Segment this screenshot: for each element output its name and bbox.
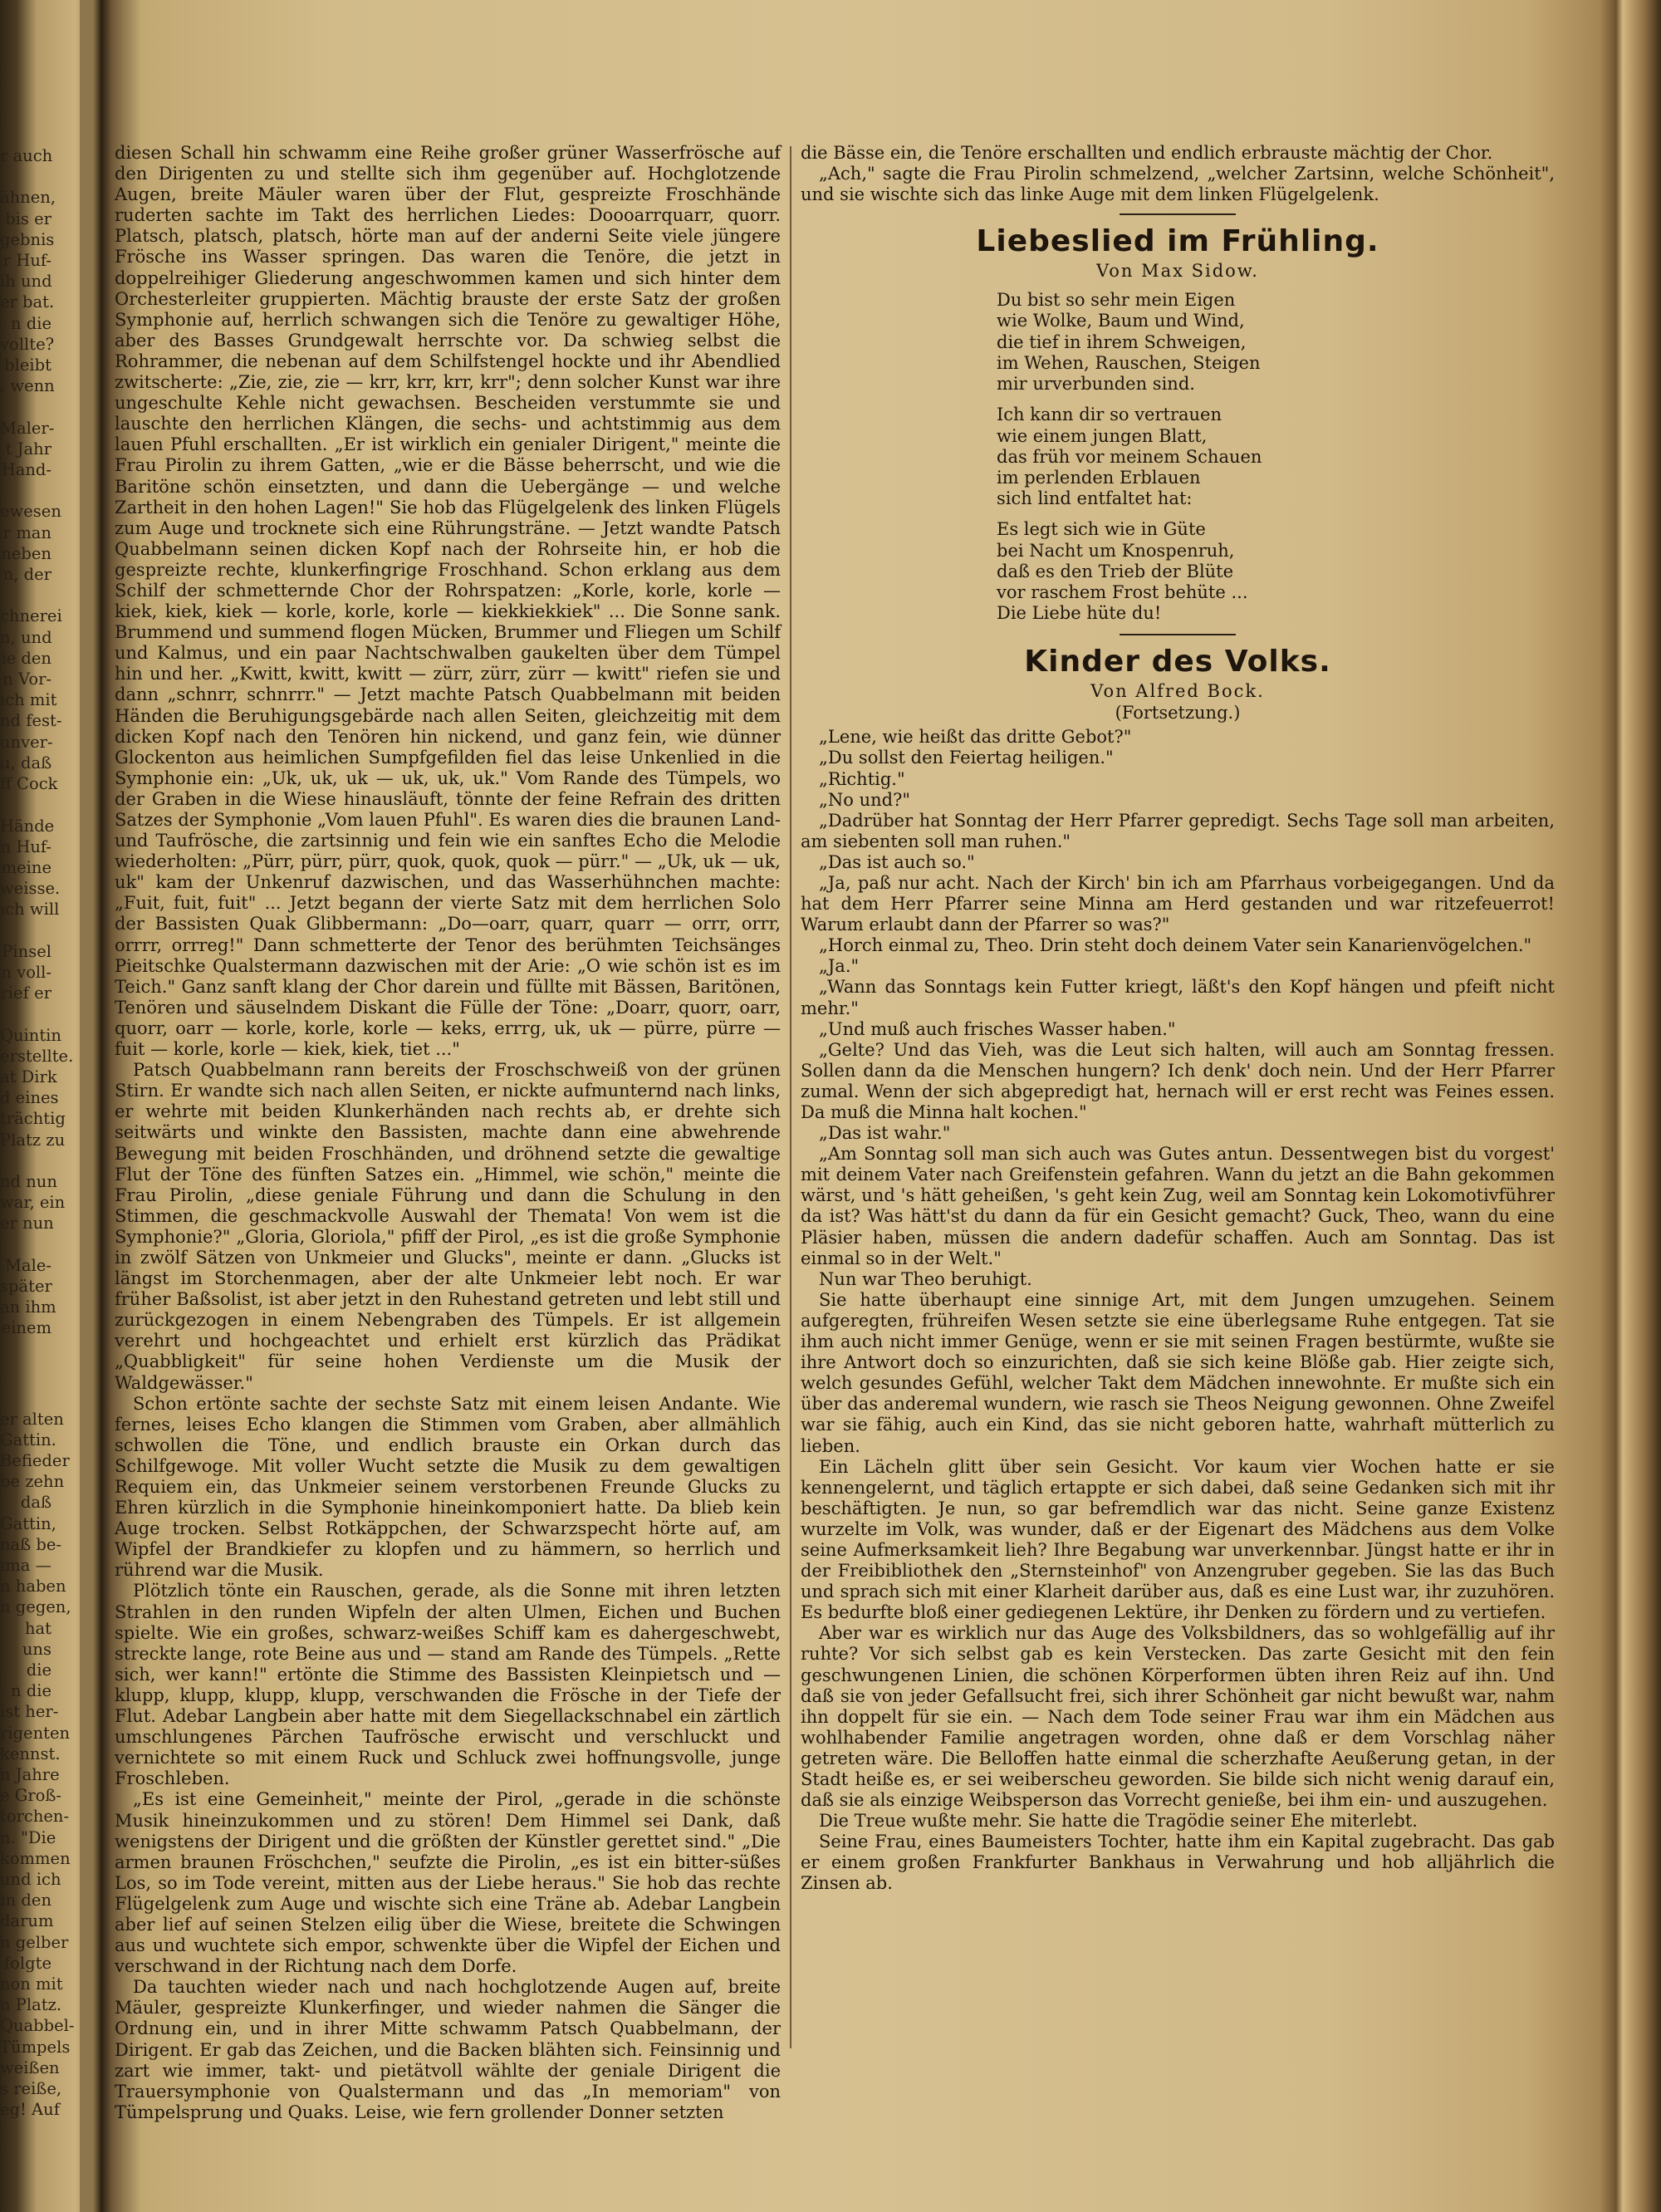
previous-column-line: r auch	[0, 146, 53, 165]
previous-column-line: at Dirk	[0, 1067, 57, 1086]
previous-column-line: n die	[10, 1681, 51, 1701]
previous-column-line: ih und	[0, 272, 52, 292]
previous-column-line	[0, 794, 51, 815]
poem-line: im perlenden Erblauen	[997, 467, 1201, 488]
previous-column-line: torchen-	[0, 1807, 70, 1827]
previous-column-line: ima —	[0, 1556, 52, 1575]
previous-column-line: n Vor-	[2, 669, 51, 689]
previous-column-line: n die	[10, 313, 51, 333]
poem-line: wie einem jungen Blatt,	[997, 425, 1208, 446]
paragraph: „Ach," sagte die Frau Pirolin schmelzend, „welcher Zartsinn, welche Schönheit", und sie wischte sich das linke Auge mit dem linken Flügelgelenk.	[801, 164, 1555, 205]
paragraph: Schon ertönte sachte der sechste Satz mit einem leisen Andante. Wie fernes, leises Echo klangen die Stimmen vom Graben, aber allmählich schwollen die Töne, und endlich brauste ein Orkan durch das Schilfgewoge. Mit voller Wucht setzte die Musik zu dem gewaltigen Requiem ein, das Unkmeier seinem verstorbenen Freunde Glucks zu Ehren kürzlich in die Symphonie hineinkomponiert hatte. Da blieb kein Auge trocken. Selbst Rotkäppchen, der Schwarzspecht hörte auf, am Wipfel der Brandkiefer zu klopfen und zu hämmern, so herrlich und rührend war die Musik.	[115, 1393, 781, 1581]
previous-column-line: gebnis	[0, 229, 55, 249]
previous-column-line: war, ein	[0, 1193, 66, 1213]
previous-column-line	[0, 585, 51, 606]
previous-column-line: bis er	[5, 208, 51, 228]
story-continued-note: (Fortsetzung.)	[1115, 703, 1241, 723]
paragraph: Patsch Quabbelmann rann bereits der Froschschweiß von der grünen Stirn. Er wandte sich nach allen Seiten, er nickte aufmunternd nach links, er wehrte mit beiden Klunkerhänden nach rechts ab, er drehte sich seitwärts und winkte den Bassisten, machte dann eine abwehrende Bewegung mit beiden Froschhänden, und dröhnend setzte die gewaltige Flut der Töne des fünften Satzes ein. „Himmel, wie schön," meinte die Frau Pirolin, „diese geniale Führung und dann die Schulung in den Stimmen, die geschmackvolle Auswahl der Themata! Von wem ist die Symphonie?" „Gloria, Gloriola," pfiff der Pirol, „es ist die große Symphonie in zwölf Sätzen von Unkmeier und Glucks", meinte er dann. „Glucks ist längst im Storchenmagen, aber der alte Unkmeier lebt noch. Er war früher Baßsolist, ist aber jetzt in den Ruhestand getreten und lebt still und zurückgezogen in einem Nebengraben des Tümpels. Er ist allgemein verehrt und hochgeachtet und erhielt erst kürzlich das Prädikat „Quabbligkeit" für seine hohen Verdienste um die Musik der Waldgewässer."	[115, 1060, 781, 1393]
previous-column-line: die	[26, 1660, 51, 1680]
previous-column-line: bleibt	[4, 356, 51, 375]
previous-column-line: Gattin.	[0, 1430, 56, 1449]
poem-line: Ich kann dir so vertrauen	[997, 405, 1222, 425]
previous-column-line: ewesen	[0, 502, 61, 522]
previous-column-line: u, daß	[0, 753, 52, 772]
poem-byline: Von Max Sidow.	[1096, 261, 1259, 282]
previous-column-line: in den	[0, 1891, 51, 1910]
previous-column-line: t Jahr	[5, 439, 51, 459]
story-paragraph: Sie hatte überhaupt eine sinnige Art, mit dem Jungen umzugehen. Seinem aufgeregten, frühreifen Wesen setzte sie eine überlegsame Ruhe entgegen. Tat sie ihm auch nicht immer Genüge, wenn er sie mit seinen Fragen bestürmte, wußte sie ihre Antwort doch so einzurichten, daß sie sich keine Blöße gab. Hier zeigte sich, welch gesundes Gefühl, welcher Takt dem Mädchen innewohnte. Er mußte sich ein über das anderemal wundern, wie rasch sie Theos Neigung gewonnen. Ohne Zweifel war sie fähig, auch ein Kind, das sie nicht geboren hatte, wahrhaft mütterlich zu lieben.	[801, 1289, 1555, 1456]
previous-column-line: n haben	[0, 1577, 66, 1596]
poem-line: Du bist so sehr mein Eigen	[997, 290, 1236, 311]
poem-stanza	[997, 405, 1555, 509]
story-paragraph: „Lene, wie heißt das dritte Gebot?"	[819, 727, 1132, 748]
paragraph: die Bässe ein, die Tenöre erschallten und endlich erbrauste mächtig der Chor.	[801, 143, 1493, 163]
previous-column-line: ähnen,	[0, 188, 56, 208]
story-paragraph: „Richtig."	[819, 768, 905, 789]
previous-column-line: n, und	[0, 627, 52, 647]
previous-column-line: non mit	[0, 1974, 63, 1994]
story-paragraph: „Ja."	[819, 956, 860, 977]
frog-article-continuation	[801, 143, 1555, 205]
previous-column-line: n gelber	[0, 1932, 69, 1952]
story-paragraph: „No und?"	[819, 789, 910, 810]
column-divider	[790, 146, 791, 2048]
previous-column-line: neben	[1, 543, 51, 563]
previous-column-line: Tümpels	[0, 2037, 71, 2057]
story-title: Kinder des Volks.	[1024, 645, 1331, 679]
story-paragraph: „Und muß auch frisches Wasser haben."	[819, 1018, 1176, 1039]
previous-column-line: hat	[24, 1618, 51, 1638]
poem-line: die tief in ihrem Schweigen,	[997, 331, 1247, 352]
poem-line: im Wehen, Rauschen, Steigen	[997, 352, 1261, 373]
poem-line: wie Wolke, Baum und Wind,	[997, 311, 1245, 331]
poem-line: sich lind entfaltet hat:	[997, 488, 1193, 509]
previous-column-line: n Jahre	[0, 1765, 60, 1785]
previous-column-fragments-top	[0, 145, 74, 1339]
previous-column-line: e Groß-	[0, 1786, 61, 1806]
previous-column-line: naß be-	[0, 1534, 62, 1554]
paragraph: „Es ist eine Gemeinheit," meinte der Pirol, „gerade in die schönste Musik hineinzukommen und zu stören! Dem Himmel sei Dank, daß wenigstens der Dirigent und die größten der Künstler gerettet sind." „Die armen braunen Fröschchen," seufzte die Pirolin, „es ist ein bitter-süßes Los, so im Tode vereint, mitten aus der Liebe heraus." Sie hob das rechte Flügelgelenk zum Auge und wischte sich eine Träne ab. Adebar Langbein aber lief auf seinen Stelzen eilig über die Wiese, breitete die Schwingen aus und wuchtete sich empor, schwenkte über die Wipfel der Eichen und verschwand in der Richtung nach dem Dorfe.	[115, 1789, 781, 1977]
poem-line: vor raschem Frost behüte ...	[997, 581, 1248, 602]
previous-column-fragments-bottom	[0, 1409, 75, 2121]
previous-column-line: daß	[20, 1493, 51, 1513]
previous-column-line: einem	[1, 1318, 51, 1338]
previous-column-line: er bat.	[0, 292, 55, 312]
previous-column-line: nd nun	[0, 1171, 57, 1191]
poem-stanza	[997, 519, 1555, 624]
story-paragraph: Die Treue wußte mehr. Sie hatte die Tragödie seiner Ehe miterlebt.	[819, 1811, 1418, 1832]
story-paragraph: „Das ist auch so."	[819, 851, 975, 872]
right-column	[801, 143, 1555, 1895]
previous-column-line: Platz zu	[0, 1130, 66, 1150]
story-paragraph: „Dadrüber hat Sonntag der Herr Pfarrer gepredigt. Sechs Tage soll man arbeiten, am siebenten soll man ruhen."	[801, 810, 1555, 851]
newspaper-page	[108, 143, 1611, 2170]
previous-column-line: Quabbel-	[0, 2016, 75, 2036]
poem-stanza	[997, 290, 1555, 395]
previous-column-line: folgte	[3, 1953, 51, 1973]
previous-column-line: chnerei	[0, 606, 62, 626]
previous-column-line: darum	[0, 1911, 54, 1931]
previous-column-line	[0, 920, 51, 941]
previous-column-line: trächtig	[0, 1109, 66, 1129]
poem-body	[997, 290, 1555, 624]
previous-column-line: Gattin,	[0, 1513, 56, 1533]
story-paragraph: „Horch einmal zu, Theo. Drin steht doch deinem Vater sein Kanarienvögelchen."	[819, 935, 1532, 956]
previous-page-column	[0, 145, 75, 2156]
previous-column-line: später	[0, 1276, 52, 1296]
previous-column-line: er nun	[0, 1214, 54, 1234]
poem-line: bei Nacht um Knospenruh,	[997, 540, 1235, 561]
previous-column-line: r man	[2, 522, 51, 542]
previous-column-line	[0, 1234, 51, 1255]
previous-column-line: Pinsel	[2, 941, 51, 961]
previous-column-line: weißen	[0, 2058, 60, 2077]
previous-column-line: vollte?	[0, 334, 55, 354]
previous-column-line: an ihm	[0, 1297, 56, 1317]
previous-column-line: Hand-	[1, 460, 51, 480]
poem-title: Liebeslied im Frühling.	[976, 224, 1379, 259]
previous-column-line	[0, 480, 51, 501]
previous-column-line: weisse.	[0, 879, 61, 899]
previous-column-line: n. "Die	[0, 1827, 56, 1847]
previous-column-line	[0, 1003, 51, 1024]
story-paragraph: „Das ist wahr."	[819, 1123, 951, 1144]
story-byline: Von Alfred Bock.	[1090, 681, 1265, 702]
previous-column-line: Maler-	[0, 418, 55, 438]
poem-line: Es legt sich wie in Güte	[997, 519, 1206, 540]
previous-column-line: uns	[22, 1639, 51, 1659]
previous-column-line: kennst.	[0, 1744, 61, 1763]
previous-column-line: be zehn	[0, 1472, 65, 1492]
previous-column-line: , wenn	[0, 376, 55, 396]
previous-column-line: unver-	[0, 732, 53, 752]
article-frog-symphony-column	[115, 143, 781, 2123]
poem-line: mir urverbunden sind.	[997, 374, 1195, 395]
story-paragraph: „Du sollst den Feiertag heiligen."	[819, 748, 1114, 768]
section-rule	[1120, 213, 1236, 215]
previous-column-line	[0, 1150, 51, 1171]
previous-column-line: rief er	[0, 983, 51, 1003]
section-rule	[1120, 634, 1236, 635]
paragraph: diesen Schall hin schwamm eine Reihe großer grüner Wasserfrösche auf den Dirigenten zu und stellte sich ihm gegenüber auf. Hochglotzende Augen, breite Mäuler waren über der Flut, gespreizte Froschhände ruderten sachte im Takt des herrlichen Liedes: Doooarrquarr, quorr. Platsch, platsch, platsch, hörte man auf der anderni Seite viele jüngere Frösche ins Wasser springen. Das waren die Tenöre, die jetzt in doppelreihiger Gliederung angeschwommen kamen und sich hinter dem Orchesterleiter gruppierten. Mächtig brauste der erste Satz der großen Symphonie auf, herrlich schwangen sich die Tenöre zu gewaltiger Höhe, aber des Basses Grundgewalt herrschte vor. Da schwieg selbst die Rohrammer, die nebenan auf dem Schilfstengel hockte und ihr Abendlied zwitscherte: „Zie, zie, zie — krr, krr, krr, krr"; denn solcher Kunst war ihre ungeschulte Kehle nicht gewachsen. Bescheiden verstummte sie und lauschte den herrlichen Klängen, die sechs- und achtstimmig aus dem lauen Pfuhl erschallten. „Er ist wirklich ein genialer Dirigent," meinte die Frau Pirolin zu ihrem Gatten, „wie er die Bässe beherrscht, und wie die Baritöne schön einsetzten, und dann die Uebergänge — und welche Zartheit in den hohen Lagen!" Sie hob das Flügelgelenk des linken Flügels zum Auge und trocknete sich eine Rührungsträne. — Jetzt wandte Patsch Quabbelmann seinen dicken Kopf nach der Rohrseite hin, er hob die gespreizte rechte, klunkerfingrige Froschhand. Schon erklang aus dem Schilf der schmetternde Chor der Rohrspatzen: „Korle, korle, korle — kiek, kiek, kiek — korle, korle, korle — kiekkiekkiek" ... Die Sonne sank. Brummend und summend flogen Mücken, Brummer und Fliegen um Schilf und Kalmus, und ein paar Nachtschwalben gaukelten über dem Tümpel hin und her. „Kwitt, kwitt, kwitt — zürr, zürr, zürr — kwitt" riefen sie und dann „schnrr, schnrrr." — Jetzt machte Patsch Quabbelmann mit beiden Händen die Beruhigungsgebärde nach allen Seiten, gleichzeitig mit dem dicken Kopf nach den Tenören hin nickend, und ganz fein, wie dünner Glockenton aus heimlichen Sumpfgefilden fiel das leise Unkenlied in die Symphonie ein: „Uk, uk, uk — uk, uk, uk." Vom Rande des Tümpels, wo der Graben in die Wiese hinausläuft, tönnte der feine Refrain des dritten Satzes der Symphonie „Vom lauen Pfuhl". Es waren dies die braunen Land- und Taufrösche, die zartsinnig und fein wie ein sanftes Echo die Melodie wiederholten: „Pürr, pürr, pürr, quok, quok, quok — pürr." — „Uk, uk — uk, uk" kam der Unkenruf dazwischen, und das Wasserhühnchen machte: „Fuit, fuit, fuit" ... Jetzt begann der vierte Satz mit dem herrlichen Solo der Bassisten Quak Glibbermann: „Do—oarr, quarr, quarr — orrr, orrr, orrrr, orrreg!" Dann schmetterte der Tenor des berühmten Teichsänges Pieitschke Qualstermann dazwischen mit der Arie: „O wie schön ist es im Teich." Ganz sanft klang der Chor darein und füllte mit Bässen, Baritönen, Tenören und säuselndem Diskant die Fülle der Töne: „Doarr, quorr, oarr, quorr, oarr — korle, korle, korle — keks, errrg, uk, uk — pürre, pürre — fuit — korle, korle — kiek, kiek, tiet ..."	[115, 143, 781, 1060]
previous-column-line: r Huf-	[2, 251, 51, 271]
story-paragraph: „Wann das Sonntags kein Futter kriegt, läßt's den Kopf hängen und pfeift nicht mehr."	[801, 977, 1555, 1018]
previous-column-line: ist her-	[0, 1702, 59, 1722]
previous-column-line: Hände	[0, 816, 55, 836]
previous-column-line: n Platz.	[0, 1995, 62, 2015]
story-paragraph: Ein Lächeln glitt über sein Gesicht. Vor kaum vier Wochen hatte er sie kennengelernt, und täglich ertappte er sich dabei, daß seine Gedanken sich mit ihr beschäftigten. Je nun, so gar befremdlich war das nicht. Seine ganze Existenz wurzelte im Volk, was wunder, daß er der Eigenart des Mädchens aus dem Volke seine Aufmerksamkeit lieh? Ihre Begabung war unverkennbar. Jüngst hatte er ihr in der Freibibliothek den „Sternsteinhof" von Anzengruber gegeben. Sie las das Buch und sprach sich mit einer Klarheit darüber aus, daß es eine Lust war, ihr zuzuhören. Es bedurfte bloß einer gediegenen Lektüre, ihr Denken zu fördern und zu vertiefen.	[801, 1456, 1555, 1623]
previous-column-line: ich mit	[0, 690, 57, 710]
poem-line: Die Liebe hüte du!	[997, 603, 1162, 624]
story-paragraph: Nun war Theo beruhigt.	[819, 1268, 1032, 1289]
previous-column-line: und ich	[0, 1870, 61, 1890]
poem-line: das früh vor meinem Schauen	[997, 446, 1262, 467]
previous-column-line: nd fest-	[0, 711, 62, 731]
story-paragraph: Seine Frau, eines Baumeisters Tochter, hatte ihm ein Kapital zugebracht. Das gab er einem großen Frankfurter Bankhaus in Verwahrung und hob alljährlich die Zinsen ab.	[801, 1832, 1555, 1894]
story-body	[801, 727, 1555, 1894]
previous-column-line: Male-	[5, 1255, 51, 1275]
previous-column-line: n Huf-	[0, 836, 51, 856]
previous-column-line: er alten	[0, 1409, 64, 1429]
previous-column-line: n voll-	[1, 962, 51, 982]
paragraph: Da tauchten wieder nach und nach hochglotzende Augen auf, breite Mäuler, gespreizte Klunkerfinger, und wieder nahmen die Sänger die Ordnung ein, und in ihrer Mitte schwamm Patsch Quabbelmann, der Dirigent. Er gab das Zeichen, und die Backen blähten sich. Feinsinnig und zart wie immer, takt- und pietätvoll wählte der geniale Dirigent die Trauersymphonie von Qualstermann und das „In memoriam" von Tümpelsprung und Quaks. Leise, wie fern grollender Donner setzten	[115, 1977, 781, 2122]
previous-column-line: erstellte.	[0, 1046, 74, 1066]
story-paragraph: Aber war es wirklich nur das Auge des Volksbildners, das so wohlgefällig auf ihr ruhte? Vor sich selbst gab es kein Verstecken. Das zarte Gesicht mit den fein geschwungenen Linien, die schönen Körperformen übten ihren Reiz auf ihn. Und daß sie von jeder Gefallsucht frei, sich ihrer Schönheit gar nicht bewußt war, nahm ihn doppelt für sie ein. — Nach dem Tode seiner Frau war ihm ein Mädchen aus wohlhabender Familie angetragen worden, ohne daß er dem Vorschlag näher getreten wäre. Die Belloffen hatte einmal die scherzhafte Aeußerung getan, in der Stadt heiße es, er sei weiberscheu geworden. Sie bilde sich nicht wenig darauf ein, daß sie als einzige Weibsperson das Vorrecht genieße, bei ihm ein- und auszugehen.	[801, 1623, 1555, 1811]
previous-column-line: Quintin	[0, 1025, 61, 1045]
previous-column-line: ff Cock	[0, 774, 58, 794]
previous-column-line: kommen	[0, 1848, 71, 1868]
previous-column-line: n gegen,	[0, 1597, 71, 1617]
previous-column-line: Befieder	[0, 1450, 70, 1470]
story-paragraph: „Am Sonntag soll man sich auch was Gutes antun. Dessentwegen bist du vorgest' mit deinem Vater nach Greifenstein gefahren. Wann du jetzt an die Bahn gekommen wärst, und 's hätt geheißen, 's geht kein Zug, weil am Sonntag kein Lokomotivführer da ist? Was hätt'st du dann da für ein Gesicht gemacht? Guck, Theo, wann du eine Pläsier haben, müssen die andern dadefür schaffen. Auch am Sonntag. Das ist einmal so in der Welt."	[801, 1144, 1555, 1268]
previous-column-line: rigenten	[0, 1723, 71, 1743]
previous-column-line: ie den	[1, 648, 51, 668]
paragraph: Plötzlich tönte ein Rauschen, gerade, als die Sonne mit ihren letzten Strahlen in den runden Wipfeln der alten Ulmen, Eichen und Buchen spielte. Wie ein großes, schwarz-weißes Schiff kam es dahergeschwebt, streckte lange, rote Beine aus und — stand am Rande des Tümpels. „Rette sich, wer kann!" ertönte die Stimme des Bassisten Kleinpietsch und — klupp, klupp, klupp, klupp, verschwanden die Frösche in der Tiefe der Flut. Adebar Langbein aber hatte mit dem Siegellackschnabel ein zärtlich umschlungenes Pärchen Taufrösche erwischt und verschluckt und vernichtete so mit einem Ruck und Schluck zwei hoffnungsvolle, junge Froschleben.	[115, 1581, 781, 1789]
poem-line: daß es den Trieb der Blüte	[997, 561, 1234, 581]
previous-column-line: ich will	[0, 900, 60, 920]
previous-column-line: s reiße,	[0, 2079, 62, 2099]
previous-column-line	[0, 166, 51, 187]
previous-column-line: meine	[1, 857, 51, 877]
story-paragraph: „Gelte? Und das Vieh, was die Leut sich halten, will auch am Sonntag fressen. Sollen dann da die Menschen hungern? Ich denk' doch nein. Und der Herr Pfarrer zumal. Wenn der sich abgepredigt hat, hernach will er erst recht was Feines essen. Da muß die Minna halt kochen."	[801, 1039, 1555, 1123]
previous-column-line: eg! Auf	[0, 2100, 60, 2120]
previous-column-line	[0, 396, 51, 417]
previous-column-line: d eines	[0, 1088, 59, 1108]
previous-column-line: n, der	[2, 565, 51, 585]
story-paragraph: „Ja, paß nur acht. Nach der Kirch' bin ich am Pfarrhaus vorbeigegangen. Und da hat dem Herr Pfarrer seine Minna am Herd gestanden und war ritzefeuerrot! Warum erlaubt dann der Pfarrer so was?"	[801, 872, 1555, 935]
